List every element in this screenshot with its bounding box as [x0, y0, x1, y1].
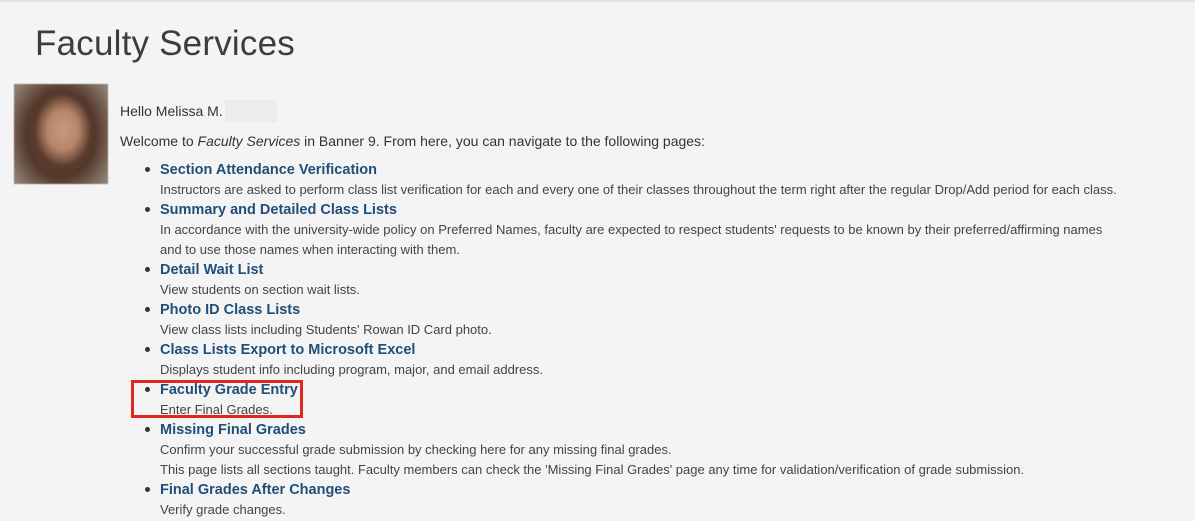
list-item-grades-after-changes: [160, 480, 1190, 520]
link-detail-wait-list[interactable]: Detail Wait List: [160, 262, 264, 278]
bullet-icon: [145, 427, 150, 432]
description: and to use those names when interacting with them.: [160, 242, 460, 257]
description: This page lists all sections taught. Faculty members can check the 'Missing Final Grades' page any time for validation/verification of grade submission.: [160, 462, 1025, 477]
list-item-photo-id: [160, 300, 1190, 340]
list-item-excel-export: [160, 340, 1190, 380]
bullet-icon: [145, 307, 150, 312]
greeting-text: Hello Melissa M.: [120, 103, 223, 119]
page-title: Faculty Services: [35, 24, 295, 63]
description: Enter Final Grades.: [160, 402, 273, 417]
redacted-name: [225, 100, 277, 122]
description: View class lists including Students' Rowan ID Card photo.: [160, 322, 492, 337]
welcome-prefix: Welcome to: [120, 133, 198, 149]
list-item-class-lists: [160, 200, 1190, 260]
bullet-icon: [145, 267, 150, 272]
page-links-list: [160, 160, 1190, 520]
link-section-attendance-verification[interactable]: Section Attendance Verification: [160, 162, 378, 178]
highlight-annotation-box: [131, 380, 303, 418]
bullet-icon: [145, 347, 150, 352]
link-faculty-grade-entry[interactable]: Faculty Grade Entry: [160, 382, 298, 398]
welcome-suffix: in Banner 9. From here, you can navigate to the following pages:: [300, 133, 705, 149]
bullet-icon: [145, 207, 150, 212]
description: Confirm your successful grade submission by checking here for any missing final grades.: [160, 442, 672, 457]
welcome-app-name: Faculty Services: [197, 133, 301, 149]
description: Instructors are asked to perform class list verification for each and every one of their classes throughout the term right after the regular Drop/Add period for each class.: [160, 182, 1117, 197]
link-missing-final-grades[interactable]: Missing Final Grades: [160, 422, 306, 438]
list-item-missing-grades: [160, 420, 1190, 480]
link-final-grades-after-changes[interactable]: Final Grades After Changes: [160, 482, 351, 498]
description: View students on section wait lists.: [160, 282, 360, 297]
description: Displays student info including program, major, and email address.: [160, 362, 543, 377]
link-class-lists-export-excel[interactable]: Class Lists Export to Microsoft Excel: [160, 342, 416, 358]
description: Verify grade changes.: [160, 502, 286, 517]
list-item-wait-list: [160, 260, 1190, 300]
top-border: [0, 0, 1195, 2]
user-avatar: [14, 84, 108, 184]
bullet-icon: [145, 487, 150, 492]
list-item-grade-entry: [160, 380, 1190, 420]
greeting: [120, 100, 277, 122]
link-photo-id-class-lists[interactable]: Photo ID Class Lists: [160, 302, 301, 318]
link-summary-detailed-class-lists[interactable]: Summary and Detailed Class Lists: [160, 202, 397, 218]
list-item-section-attendance: [160, 160, 1190, 200]
description: In accordance with the university-wide policy on Preferred Names, faculty are expected to respect students' requests to be known by their preferred/affirming names: [160, 222, 1103, 237]
welcome-text: [120, 130, 705, 152]
bullet-icon: [145, 167, 150, 172]
